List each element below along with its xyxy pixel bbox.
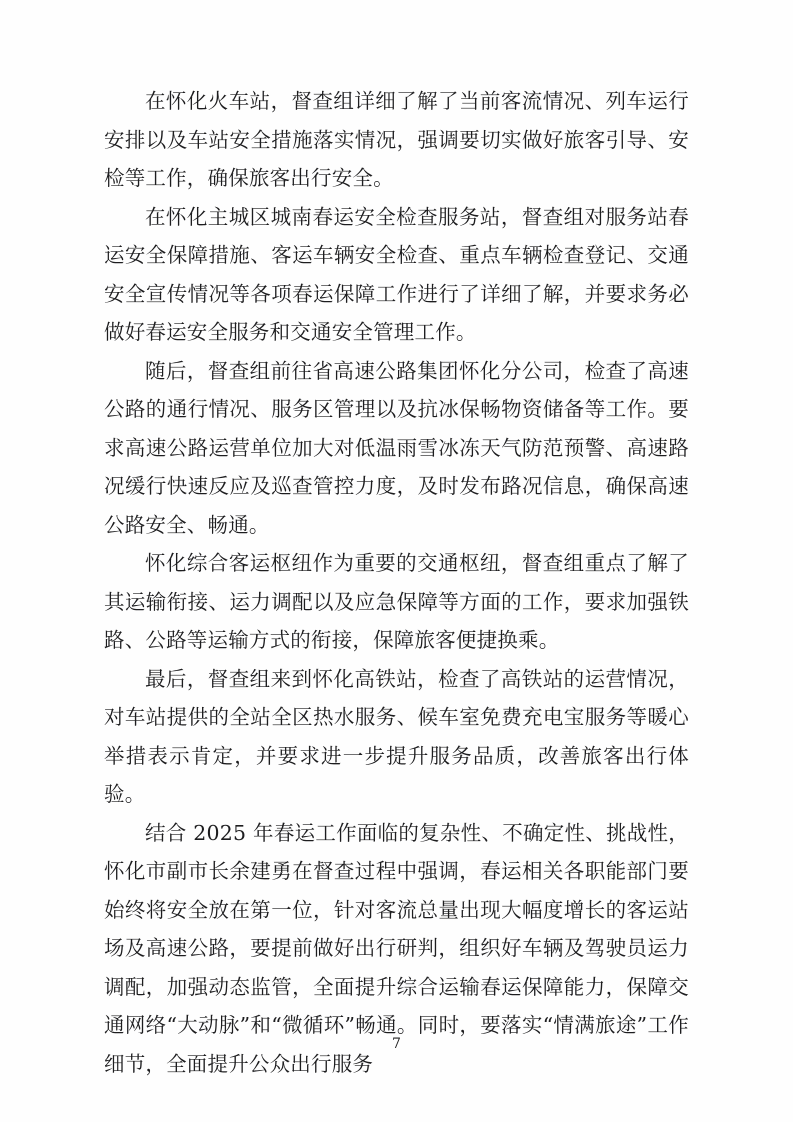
page-number: 7 [392, 1036, 401, 1052]
paragraph-3: 随后，督查组前往省高速公路集团怀化分公司，检查了高速公路的通行情况、服务区管理以及抗冰保畅物资储备等工作。要求高速公路运营单位加大对低温雨雪冰冻天气防范预警、高速路况缓行快速反应及巡查管控力度，及时发布路况信息，确保高速公路安全、畅通。 [104, 358, 689, 537]
paragraph-5: 最后，督查组来到怀化高铁站，检查了高铁站的运营情况，对车站提供的全站全区热水服务、候车室免费充电宝服务等暖心举措表示肯定，并要求进一步提升服务品质，改善旅客出行体验。 [104, 666, 689, 806]
document-body [104, 82, 689, 1083]
paragraph-4: 怀化综合客运枢纽作为重要的交通枢纽，督查组重点了解了其运输衔接、运力调配以及应急保障等方面的工作，要求加强铁路、公路等运输方式的衔接，保障旅客便捷换乘。 [104, 551, 689, 652]
paragraph-2: 在怀化主城区城南春运安全检查服务站，督查组对服务站春运安全保障措施、客运车辆安全检查、重点车辆检查登记、交通安全宣传情况等各项春运保障工作进行了详细了解，并要求务必做好春运安全服务和交通安全管理工作。 [104, 204, 689, 344]
paragraph-1: 在怀化火车站，督查组详细了解了当前客流情况、列车运行安排以及车站安全措施落实情况，强调要切实做好旅客引导、安检等工作，确保旅客出行安全。 [104, 89, 689, 190]
paragraph-6: 结合 2025 年春运工作面临的复杂性、不确定性、挑战性，怀化市副市长余建勇在督查过程中强调，春运相关各职能部门要始终将安全放在第一位，针对客流总量出现大幅度增长的客运站场及高速公路，要提前做好出行研判，组织好车辆及驾驶员运力调配，加强动态监管，全面提升综合运输春运保障能力，保障交通网络“大动脉”和“微循环”畅通。同时，要落实“情满旅途”工作细节，全面提升公众出行服务 [104, 820, 689, 1076]
